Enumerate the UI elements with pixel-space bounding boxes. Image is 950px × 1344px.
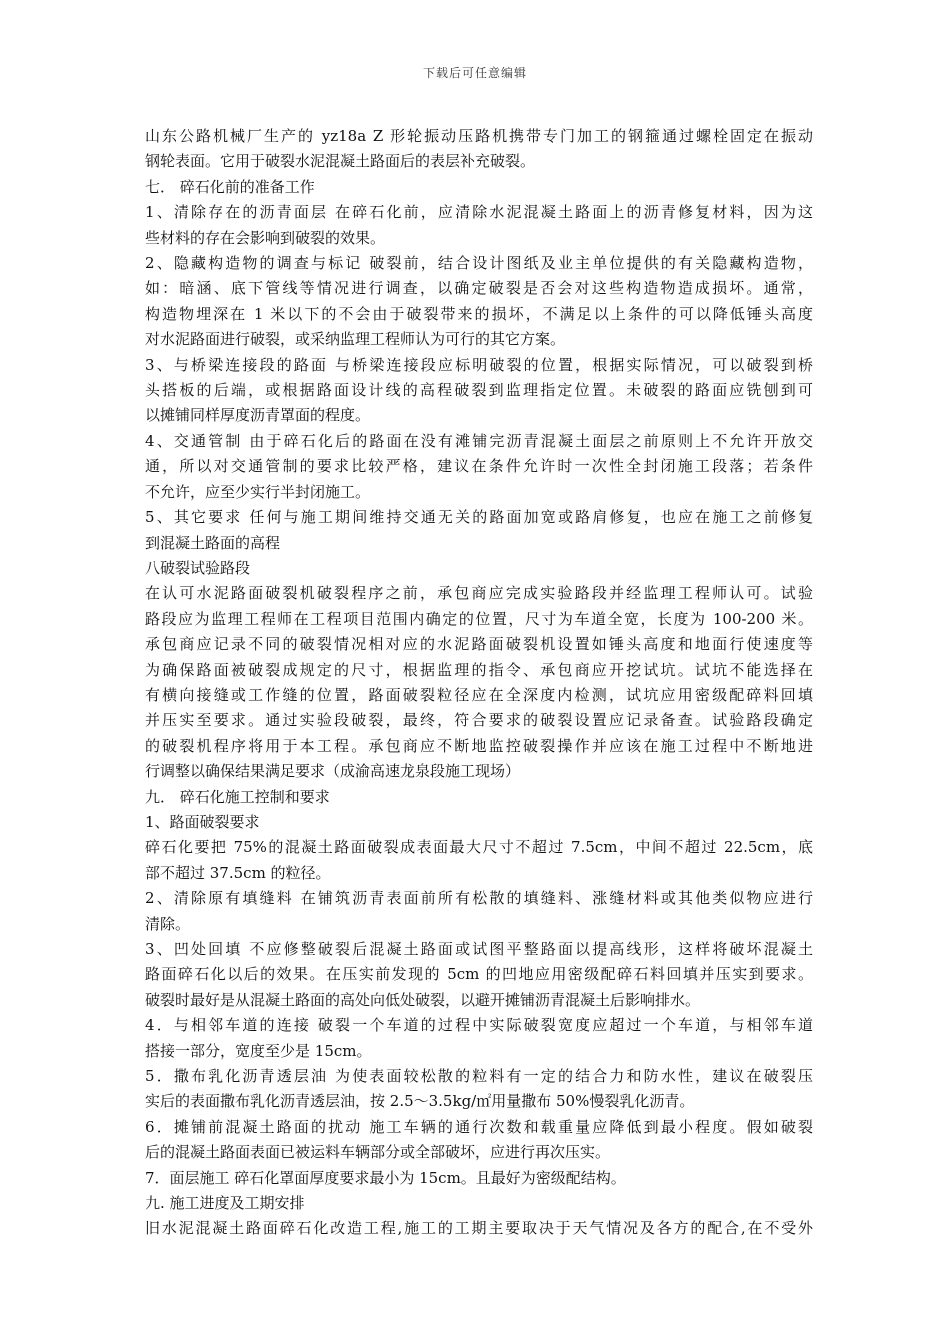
text-line: 碎石化要把 75%的混凝土路面破裂成表面最大尺寸不超过 7.5cm，中间不超过 22.5cm，底 (145, 838, 813, 857)
text-line: 1、路面破裂要求 (145, 812, 260, 831)
text-line: 7．面层施工 碎石化罩面厚度要求最小为 15cm。且最好为密级配结构。 (145, 1168, 626, 1187)
text-line: 路面碎石化以后的效果。在压实前发现的 5cm 的凹地应用密级配碎石料回填并压实到要求。 (145, 965, 813, 984)
page-header-note: 下载后可任意编辑 (422, 66, 527, 80)
text-line: 的破裂机程序将用于本工程。承包商应不断地监控破裂操作并应该在施工过程中不断地进 (145, 736, 813, 755)
text-line: 钢轮表面。它用于破裂水泥混凝土路面后的表层补充破裂。 (145, 152, 536, 171)
text-line: 如：暗涵、底下管线等情况进行调查，以确定破裂是否会对这些构造物造成损坏。通常， (145, 279, 813, 298)
text-line: 山东公路机械厂生产的 yz18a Z 形轮振动压路机携带专门加工的钢箍通过螺栓固定在振动 (145, 127, 813, 145)
text-line: 承包商应记录不同的破裂情况相对应的水泥路面破裂机设置如锤头高度和地面行使速度等 (145, 635, 813, 654)
text-line: 6．摊铺前混凝土路面的扰动 施工车辆的通行次数和载重量应降低到最小程度。假如破裂 (145, 1117, 813, 1136)
text-line: 清除。 (145, 914, 191, 933)
text-line: 通，所以对交通管制的要求比较严格，建议在条件允许时一次性全封闭施工段落；若条件 (145, 457, 813, 476)
document-body (145, 124, 813, 1242)
text-line: 到混凝土路面的高程 (145, 533, 281, 552)
text-line: 旧水泥混凝土路面碎石化改造工程,施工的工期主要取决于天气情况及各方的配合,在不受外 (145, 1219, 813, 1238)
text-line: 不允许，应至少实行半封闭施工。 (145, 482, 371, 501)
text-line: 5、其它要求 任何与施工期间维持交通无关的路面加宽或路肩修复，也应在施工之前修复 (145, 508, 813, 527)
text-line: 以摊铺同样厚度沥青罩面的程度。 (145, 406, 371, 425)
text-line: 3、凹处回填 不应修整破裂后混凝土路面或试图平整路面以提高线形，这样将破坏混凝土 (145, 940, 813, 958)
text-line: 3、与桥梁连接段的路面 与桥梁连接段应标明破裂的位置，根据实际情况，可以破裂到桥 (145, 355, 813, 374)
text-line: 路段应为监理工程师在工程项目范围内确定的位置，尺寸为车道全宽，长度为 100-200 米。 (145, 609, 813, 628)
text-line: 行调整以确保结果满足要求（成渝高速龙泉段施工现场） (145, 762, 521, 781)
text-line: 破裂时最好是从混凝土路面的高处向低处破裂，以避开摊铺沥青混凝土后影响排水。 (145, 990, 701, 1009)
text-line: 1、清除存在的沥青面层 在碎石化前，应清除水泥混凝土路面上的沥青修复材料，因为这 (145, 203, 813, 222)
text-line: 4．与相邻车道的连接 破裂一个车道的过程中实际破裂宽度应超过一个车道，与相邻车道 (145, 1016, 813, 1035)
text-line: 后的混凝土路面表面已被运料车辆部分或全部破坏，应进行再次压实。 (145, 1143, 611, 1162)
text-line: 为确保路面被破裂成规定的尺寸，根据监理的指令、承包商应开挖试坑。试坑不能选择在 (145, 660, 813, 679)
text-line: 部不超过 37.5cm 的粒径。 (145, 863, 331, 882)
text-line: 并压实至要求。通过实验段破裂，最终，符合要求的破裂设置应记录备查。试验路段确定 (145, 711, 813, 730)
text-line: 5．撒布乳化沥青透层油 为使表面较松散的粒料有一定的结合力和防水性，建议在破裂压 (145, 1067, 813, 1086)
text-line: 2、隐藏构造物的调查与标记 破裂前，结合设计图纸及业主单位提供的有关隐藏构造物， (145, 254, 813, 273)
text-line: 实后的表面撒布乳化沥青透层油，按 2.5～3.5kg/㎡用量撒布 50%慢裂乳化沥青。 (145, 1092, 695, 1111)
text-line: 八破裂试验路段 (145, 558, 251, 577)
text-line: 搭接一部分，宽度至少是 15cm。 (145, 1041, 372, 1060)
text-line: 4、交通管制 由于碎石化后的路面在没有滩铺完沥青混凝土面层之前原则上不允许开放交 (145, 431, 813, 450)
text-line: 2、清除原有填缝料 在铺筑沥青表面前所有松散的填缝料、涨缝材料或其他类似物应进行 (145, 889, 813, 908)
text-line: 九. 施工进度及工期安排 (145, 1194, 305, 1213)
text-line: 对水泥路面进行破裂，或采纳监理工程师认为可行的其它方案。 (145, 330, 566, 349)
text-line: 七． 碎石化前的准备工作 (145, 177, 315, 196)
text-line: 些材料的存在会影响到破裂的效果。 (145, 228, 386, 247)
text-line: 九． 碎石化施工控制和要求 (145, 787, 330, 806)
text-line: 有横向接缝或工作缝的位置，路面破裂粒径应在全深度内检测，试坑应用密级配碎料回填 (145, 685, 813, 704)
text-line: 构造物埋深在 1 米以下的不会由于破裂带来的损坏，不满足以上条件的可以降低锤头高度 (145, 304, 813, 323)
text-line: 在认可水泥路面破裂机破裂程序之前，承包商应完成实验路段并经监理工程师认可。试验 (145, 584, 813, 603)
text-line: 头搭板的后端，或根据路面设计线的高程破裂到监理指定位置。未破裂的路面应铣刨到可 (145, 381, 813, 400)
